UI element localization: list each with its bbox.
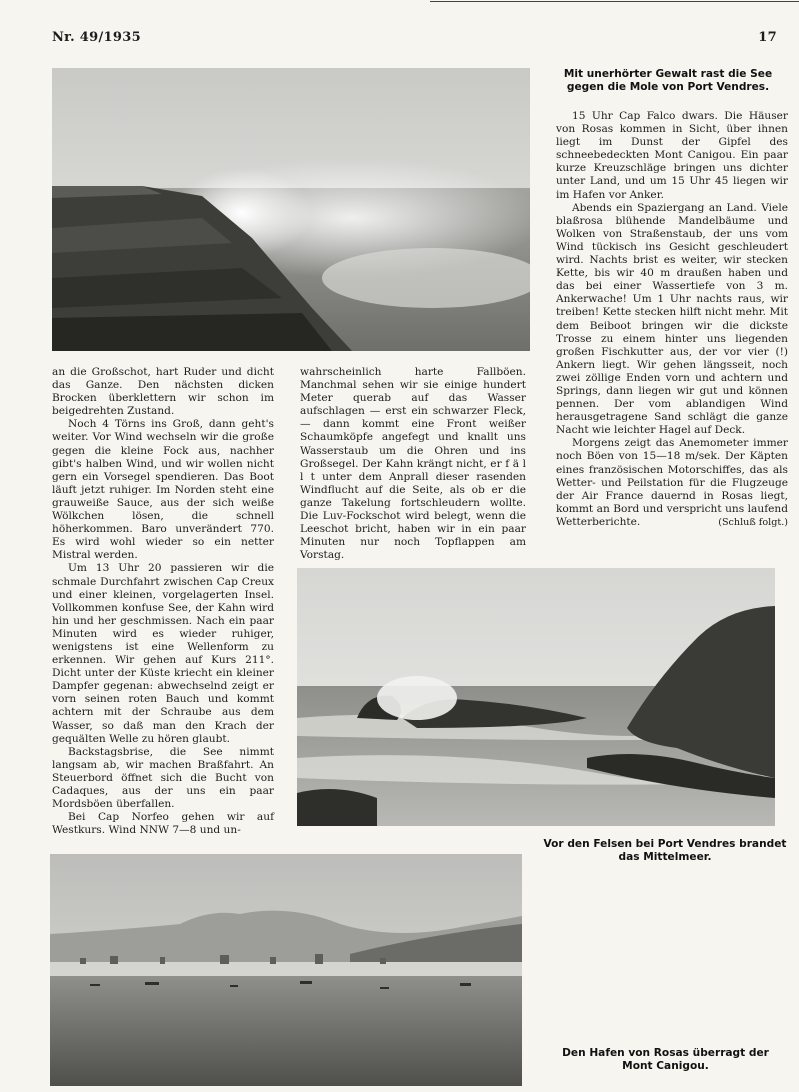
continuation-note: (Schluß folgt.) (718, 517, 788, 528)
paragraph: Morgens zeigt das Anemometer immer noch Böen von 15—18 m/sek. Der Käpten eines französischen Motorschiffes, das als Wetter- und Peilstation für die Flugzeuge der Air France dauernd in Rosas liegt, kommt an Bord und verspricht uns laufend Wetterberichte. (556, 437, 788, 528)
paragraph: Backstagsbrise, die See nimmt langsam ab, wir machen Braßfahrt. An Steuerbord öffnet sich die Bucht von Cadaques, aus der uns ein paar Mordsböen überfallen. (52, 745, 274, 811)
paragraph: wahrscheinlich harte Fallböen. Manchmal sehen wir sie einige hundert Meter querab auf das Wasser aufschlagen — erst ein schwarzer Fleck, — dann kommt eine Front weißer Schaumköpfe angefegt und knallt uns Wasserstaub um die Ohren und ins Großsegel. Der Kahn krängt nicht, er f ä l l t unter dem Anprall dieser rasenden Windflucht auf die Seite, als ob er die ganze Takelung fortschleudern wollte. Die Luv-Fockschot wird belegt, wenn die Leeschot bricht, haben wir in ein paar Minuten nur noch Topflappen am Vorstag. (300, 366, 526, 562)
paragraph: an die Großschot, hart Ruder und dicht das Ganze. Den nächsten dicken Brocken überklettern wir schon im beigedrehten Zustand. (52, 366, 274, 418)
column-right (556, 110, 788, 529)
caption-mole: Mit unerhörter Gewalt rast die See gegen die Mole von Port Vendres. (563, 68, 773, 93)
column-middle (300, 366, 526, 562)
paragraph: Abends ein Spaziergang an Land. Viele blaßrosa blühende Mandelbäume und Wolken von Straßenstaub, der uns vom Wind tückisch ins Gesicht geschleudert wird. Nachts brist es weiter, wir stecken Kette, bis wir 40 m draußen haben und das bei einer Wassertiefe von 3 m. Ankerwache! Um 1 Uhr nachts raus, wir treiben! Kette stecken hilft nicht mehr. Mit dem Beiboot bringen wir die dickste Trosse zu einem hinter uns liegenden großen Fischkutter aus, der vor vier (!) Ankern liegt. Wir gehen längsseit, noch zwei zöllige Enden vorn und achtern und Springs, dann liegen wir gut und können pennen. Der vom ablandigen Wind herausgetragene Sand schlägt die ganze Nacht wie leichter Hagel auf Deck. (556, 201, 788, 437)
paragraph: Um 13 Uhr 20 passieren wir die schmale Durchfahrt zwischen Cap Creux und einer kleinen, vorgelagerten Insel. Vollkommen konfuse See, der Kahn wird hin und her geschmissen. Nach ein paar Minuten wird es wieder ruhiger, wenigstens ist eine Wellenform zu erkennen. Wir gehen auf Kurs 211°. Dicht unter der Küste kriecht ein kleiner Dampfer gegenan: abwechselnd zeigt er vorn seinen roten Bauch und kommt achtern mit der Schraube aus dem Wasser, so daß man den Krach der gequälten Welle zu hören glaubt. (52, 562, 274, 745)
photo-mole (52, 68, 530, 351)
photo-felsen (297, 568, 775, 826)
photo-rosas (50, 854, 522, 1086)
page-number: 17 (758, 30, 777, 45)
paragraph: Bei Cap Norfeo gehen wir auf Westkurs. Wind NNW 7—8 und un- (52, 811, 274, 837)
issue-number: Nr. 49/1935 (52, 30, 141, 45)
paragraph: 15 Uhr Cap Falco dwars. Die Häuser von Rosas kommen in Sicht, über ihnen liegt im Dunst der Gipfel des schneebedeckten Mont Canigou. Ein paar kurze Kreuzschläge bringen uns dichter unter Land, und um 15 Uhr 45 liegen wir im Hafen vor Anker. (556, 110, 788, 201)
caption-felsen: Vor den Felsen bei Port Vendres brandet das Mittelmeer. (543, 838, 787, 863)
column-left (52, 366, 274, 837)
paragraph: Noch 4 Törns ins Groß, dann geht's weiter. Vor Wind wechseln wir die große gegen die kleine Fock aus, nachher gibt's halben Wind, und wir wollen nicht gern ein Vorsegel spendieren. Das Boot läuft jetzt ruhiger. Im Norden steht eine grauweiße Sauce, aus der sich weiße Wölkchen lösen, die schnell höherkommen. Baro unverändert 770. Es wird wohl wieder so ein netter Mistral werden. (52, 418, 274, 562)
caption-rosas: Den Hafen von Rosas überragt der Mont Canigou. (562, 1047, 769, 1072)
top-rule (430, 1, 799, 2)
